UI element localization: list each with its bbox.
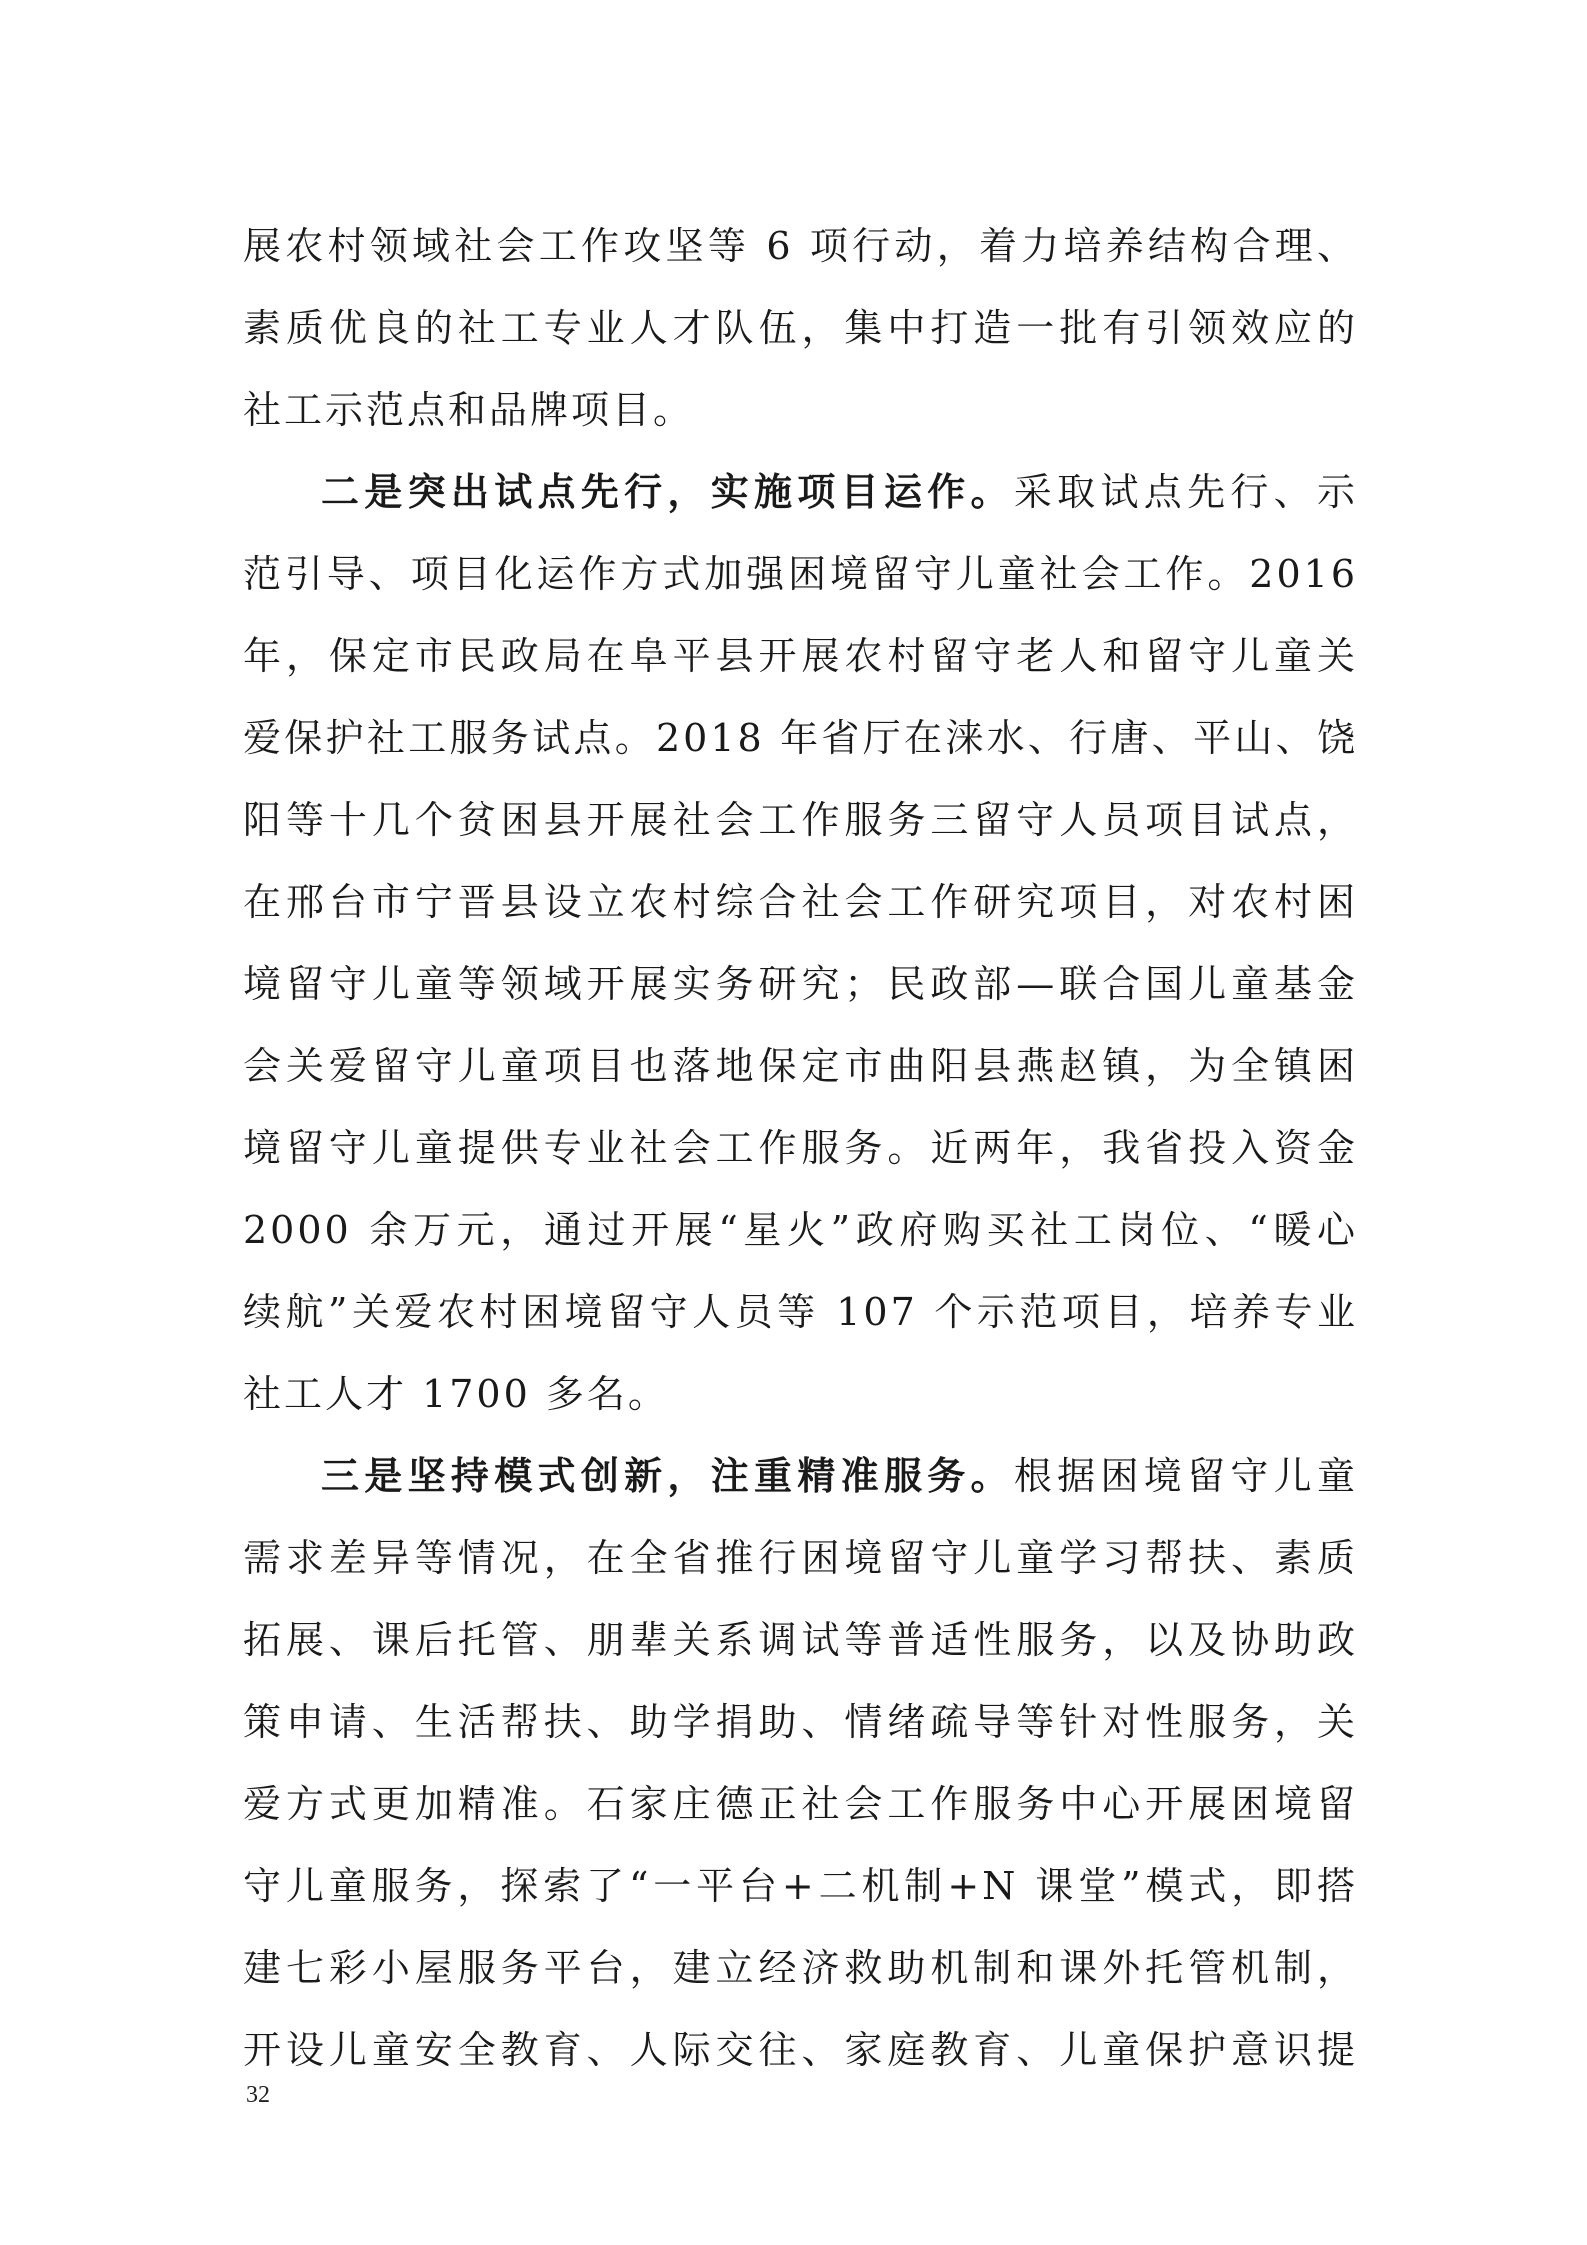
paragraph-first-line <box>321 1434 1358 1518</box>
text-line: 拓展、课后托管、朋辈关系调试等普适性服务，以及协助政 <box>243 1618 1358 1662</box>
text-line: 社工人才 1700 多名。 <box>243 1372 669 1416</box>
text-line: 在邢台市宁晋县设立农村综合社会工作研究项目，对农村困 <box>243 880 1358 924</box>
paragraph-first-line-text: 根据困境留守儿童 <box>1013 1454 1358 1498</box>
paragraph-first-line-text: 采取试点先行、示 <box>1013 470 1358 514</box>
text-line: 2000 余万元，通过开展“星火”政府购买社工岗位、“暖心 <box>243 1208 1358 1252</box>
text-line: 需求差异等情况，在全省推行困境留守儿童学习帮扶、素质 <box>243 1536 1358 1580</box>
paragraph-lead: 三是坚持模式创新，注重精准服务。 <box>321 1453 1014 1498</box>
text-line: 建七彩小屋服务平台，建立经济救助机制和课外托管机制， <box>243 1946 1358 1990</box>
paragraph-first-line <box>321 450 1358 534</box>
text-line: 范引导、项目化运作方式加强困境留守儿童社会工作。2016 <box>243 552 1358 596</box>
text-line: 社工示范点和品牌项目。 <box>243 388 695 432</box>
text-line: 境留守儿童提供专业社会工作服务。近两年，我省投入资金 <box>243 1126 1358 1170</box>
text-line: 续航”关爱农村困境留守人员等 107 个示范项目，培养专业 <box>243 1290 1358 1334</box>
text-line: 爱方式更加精准。石家庄德正社会工作服务中心开展困境留 <box>243 1782 1358 1826</box>
text-line: 展农村领域社会工作攻坚等 6 项行动，着力培养结构合理、 <box>243 224 1358 268</box>
text-line: 年，保定市民政局在阜平县开展农村留守老人和留守儿童关 <box>243 634 1358 678</box>
page-number: 32 <box>246 2082 270 2108</box>
text-line: 境留守儿童等领域开展实务研究；民政部—联合国儿童基金 <box>243 962 1358 1006</box>
text-line: 爱保护社工服务试点。2018 年省厅在涞水、行唐、平山、饶 <box>243 716 1358 760</box>
text-line: 策申请、生活帮扶、助学捐助、情绪疏导等针对性服务，关 <box>243 1700 1358 1744</box>
text-line: 开设儿童安全教育、人际交往、家庭教育、儿童保护意识提 <box>243 2028 1358 2072</box>
text-line: 守儿童服务，探索了“一平台+二机制+N 课堂”模式，即搭 <box>243 1864 1358 1908</box>
text-line: 会关爱留守儿童项目也落地保定市曲阳县燕赵镇，为全镇困 <box>243 1044 1358 1088</box>
text-line: 素质优良的社工专业人才队伍，集中打造一批有引领效应的 <box>243 306 1358 350</box>
paragraph-lead: 二是突出试点先行，实施项目运作。 <box>321 469 1014 514</box>
text-line: 阳等十几个贫困县开展社会工作服务三留守人员项目试点， <box>243 798 1358 842</box>
